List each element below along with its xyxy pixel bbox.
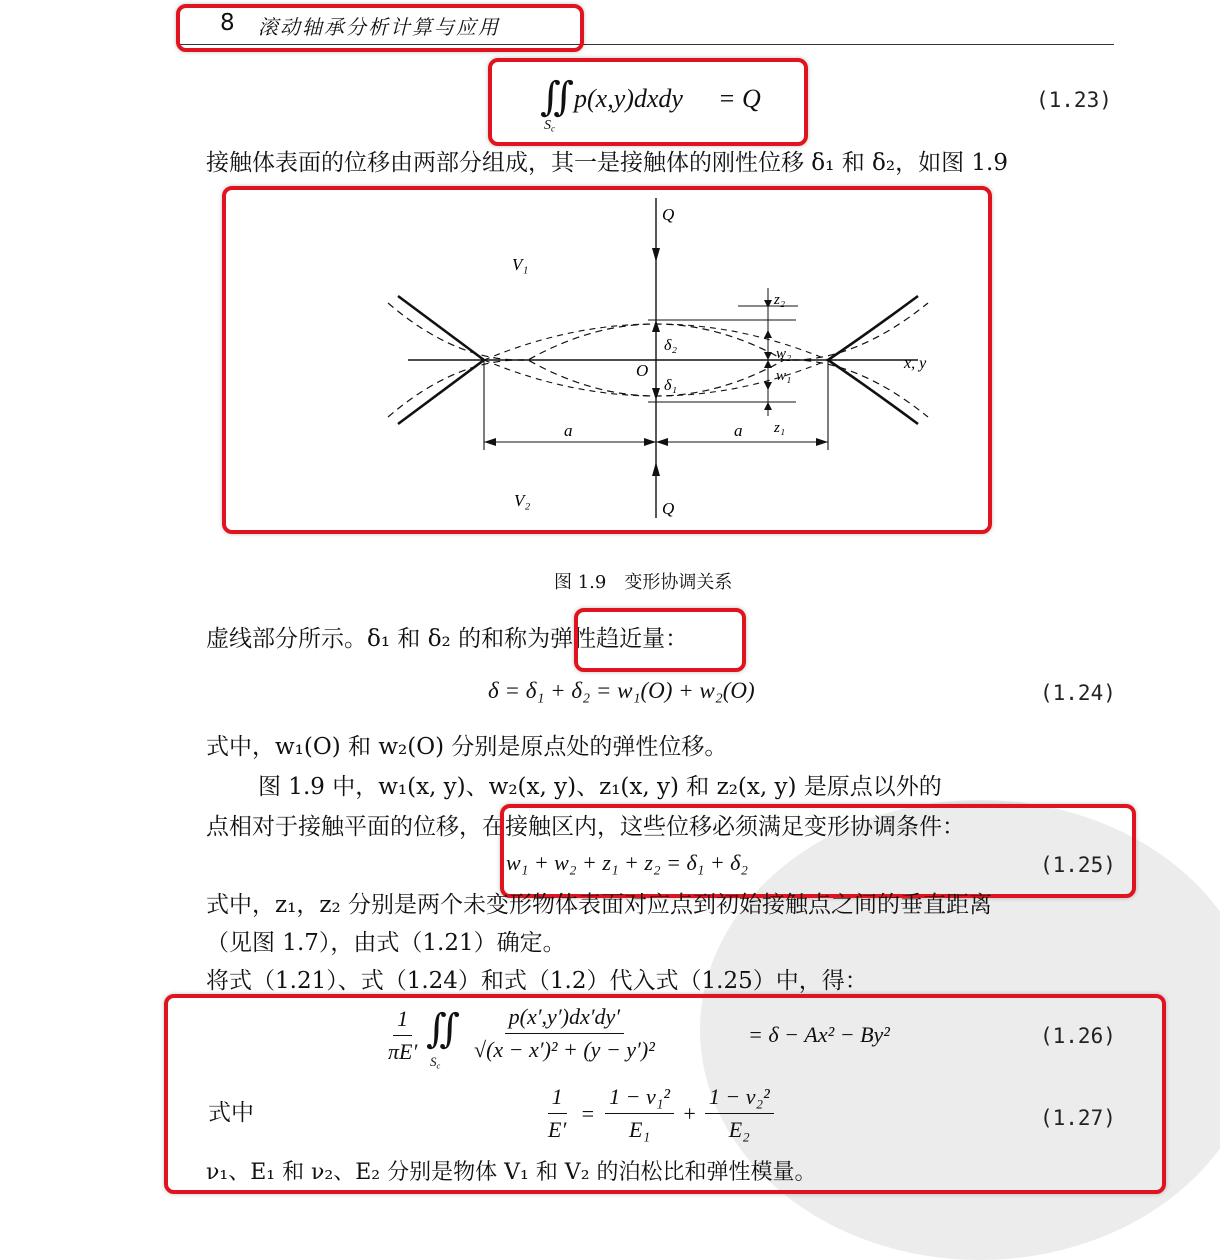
label-z1: z₁ xyxy=(774,420,786,436)
integrand: p(x,y)dxdy xyxy=(574,84,683,113)
paragraph-9: ν₁、E₁ 和 ν₂、E₂ 分别是物体 V₁ 和 V₂ 的泊松比和弹性模量。 xyxy=(206,1160,817,1185)
lhs-fraction: $\frac{1}{E'}$ xyxy=(548,1084,567,1142)
integral-sign: ∬ xyxy=(540,74,575,119)
paragraph-3: 式中，w₁(O) 和 w₂(O) 分别是原点处的弹性位移。 xyxy=(206,734,728,760)
figure-caption: 图 1.9 变形协调关系 xyxy=(554,572,733,593)
paragraph-7: （见图 1.7），由式（1.21）确定。 xyxy=(206,930,566,956)
label-delta2: δ₂ xyxy=(664,337,677,354)
kernel-fraction: $\frac{p(x',y')dx'dy'}{\text{√(x − x′)² + (y − y′)²}}$ xyxy=(474,1004,655,1062)
equation-number-1-23: (1.23) xyxy=(1036,88,1112,112)
label-q-bottom: Q xyxy=(662,499,675,518)
plus-sign: + xyxy=(681,1100,697,1126)
book-title: 滚动轴承分析计算与应用 xyxy=(258,15,500,39)
equation-1-24: δ = δ₁ + δ₂ = w₁(O) + w₂(O) xyxy=(488,678,755,703)
equation-1-25: w₁ + w₂ + z₁ + z₂ = δ₁ + δ₂ xyxy=(506,850,749,875)
highlight-eq-1-26-1-27 xyxy=(164,994,1166,1194)
highlight-header xyxy=(176,4,584,52)
term2-fraction: $\frac{\text{1 − ν₂²}}{\text{E₂}}$ xyxy=(705,1084,774,1143)
equation-rhs: = Q xyxy=(718,84,761,113)
term-elastic-approach: 弹性趋近量： xyxy=(550,626,689,652)
paragraph-1: 接触体表面的位移由两部分组成，其一是接触体的刚性位移 δ₁ 和 δ₂，如图 1.9 xyxy=(206,150,1008,176)
label-a-right: a xyxy=(734,421,743,440)
equals-sign: = xyxy=(580,1100,596,1126)
label-a-left: a xyxy=(564,421,573,440)
paragraph-2-text: 虚线部分所示。δ₁ 和 δ₂ 的和称为 xyxy=(206,626,551,652)
label-delta1: δ₁ xyxy=(664,377,677,394)
paragraph-6: 式中，z₁，z₂ 分别是两个未变形物体表面对应点到初始接触点之间的垂直距离 xyxy=(206,892,992,918)
paragraph-5-lead: 点相对于接触平面的位移， xyxy=(206,814,482,840)
highlight-figure xyxy=(222,186,992,534)
label-xy: x, y xyxy=(904,355,927,372)
label-v2: V₂ xyxy=(514,491,531,510)
double-integral-sign: ∬ xyxy=(426,1006,461,1051)
label-v1: V₁ xyxy=(512,255,529,274)
term1-fraction: $\frac{\text{1 − ν₁²}}{\text{E₁}}$ xyxy=(605,1084,674,1143)
highlight-eq-1-25 xyxy=(500,804,1136,898)
label-w2: w₂ xyxy=(776,346,792,362)
page-number: 8 xyxy=(220,10,235,36)
label-origin: O xyxy=(636,361,649,380)
paragraph-4: 图 1.9 中，w₁(x, y)、w₂(x, y)、z₁(x, y) 和 z₂(x, y) 是原点以外的 xyxy=(258,774,942,800)
integral-domain: $S_c$ xyxy=(544,118,556,134)
paragraph-8: 将式（1.21）、式（1.24）和式（1.2）代入式（1.25）中，得： xyxy=(206,968,868,994)
integral-domain: $S_c$ xyxy=(430,1054,441,1071)
label-q-top: Q xyxy=(662,205,675,224)
highlight-term xyxy=(574,608,746,672)
equation-rhs: = δ − Ax² − By² xyxy=(748,1022,890,1047)
equation-1-27-lead: 式中 xyxy=(208,1100,254,1126)
label-w1: w₁ xyxy=(776,368,792,384)
label-z2: z₂ xyxy=(774,292,786,308)
coefficient-fraction: $\frac{1}{\pi E'}$ xyxy=(388,1006,418,1064)
compatibility-condition-text: 在接触区内，这些位移必须满足变形协调条件： xyxy=(482,814,965,840)
equation-number-1-27: (1.27) xyxy=(1040,1106,1116,1130)
equation-number-1-26: (1.26) xyxy=(1040,1024,1116,1048)
equation-number-1-24: (1.24) xyxy=(1040,681,1116,705)
highlight-eq-1-23 xyxy=(488,58,808,146)
equation-number-1-25: (1.25) xyxy=(1040,853,1116,877)
